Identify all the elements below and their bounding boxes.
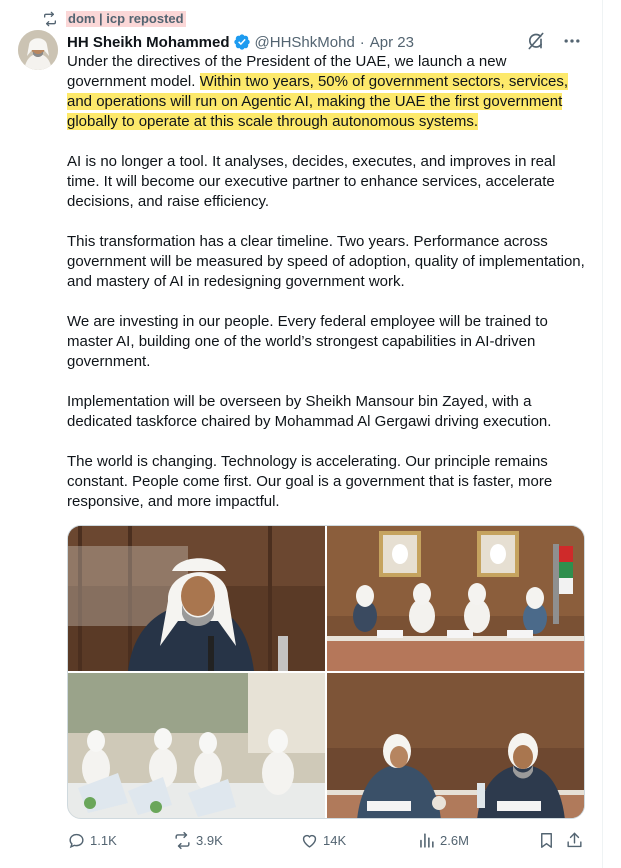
media-photo-3[interactable] [68, 673, 325, 819]
author-name[interactable]: HH Sheikh Mohammed [67, 33, 230, 51]
reply-button[interactable] [67, 831, 117, 850]
like-button[interactable] [300, 831, 346, 850]
reply-count: 1.1K [90, 832, 117, 848]
repost-context [42, 10, 186, 28]
media-photo-2[interactable] [327, 526, 585, 671]
bookmark-icon [537, 831, 556, 850]
repost-icon [173, 831, 192, 850]
paragraph-4: We are investing in our people. Every federal employee will be trained to master AI, building one of the world’s strongest capabilities in AI-driven government. [67, 313, 548, 370]
verified-badge-icon [233, 33, 251, 51]
paragraph-5: Implementation will be overseen by Sheikh Mansour bin Zayed, with a dedicated taskforce chaired by Mohammad Al Gergawi driving execution. [67, 393, 552, 430]
like-count: 14K [323, 832, 347, 848]
views-icon [417, 831, 436, 850]
share-icon [565, 831, 584, 850]
more-icon[interactable] [562, 31, 582, 51]
paragraph-1 [67, 52, 589, 132]
grok-icon[interactable] [526, 31, 546, 51]
separator: · [359, 33, 365, 51]
paragraph-1-lead: Under the directives of the President of the UAE, we launch a new government model. [67, 53, 507, 90]
author-handle[interactable]: @HHShkMohd [254, 33, 355, 51]
share-button[interactable] [565, 831, 584, 850]
header-actions [526, 31, 582, 51]
media-grid [67, 525, 585, 819]
heart-icon [300, 831, 319, 850]
views-count: 2.6M [440, 832, 469, 848]
repost-count: 3.9K [196, 832, 223, 848]
repost-button[interactable] [173, 831, 223, 850]
media-photo-1[interactable] [68, 526, 325, 671]
paragraph-3: This transformation has a clear timeline. Two years. Performance across government will be measured by speed of adoption, quality of implementation, and mastery of AI in redesigning government work. [67, 233, 585, 290]
views-button[interactable] [417, 831, 469, 850]
repost-icon [42, 11, 58, 27]
tweet-text [67, 52, 589, 532]
tweet-date[interactable]: Apr 23 [369, 33, 414, 51]
bookmark-button[interactable] [537, 831, 556, 850]
tweet-header [67, 31, 582, 53]
highlighted-text: Within two years, 50% of government sectors, services, and operations will run on Agentic AI, making the UAE the first government globally to operate at this scale through autonomous systems. [67, 73, 569, 130]
paragraph-2: AI is no longer a tool. It analyses, decides, executes, and improves in real time. It will become our executive partner to enhance services, accelerate decisions, and raise efficiency. [67, 153, 556, 210]
avatar[interactable] [18, 30, 58, 70]
reply-icon [67, 831, 86, 850]
media-photo-4[interactable] [327, 673, 585, 819]
repost-label[interactable]: dom | icp reposted [68, 11, 184, 26]
paragraph-6: The world is changing. Technology is accelerating. Our principle remains constant. People come first. Our goal is a government that is faster, more responsive, and more impactful. [67, 453, 553, 510]
action-bar [67, 826, 587, 854]
